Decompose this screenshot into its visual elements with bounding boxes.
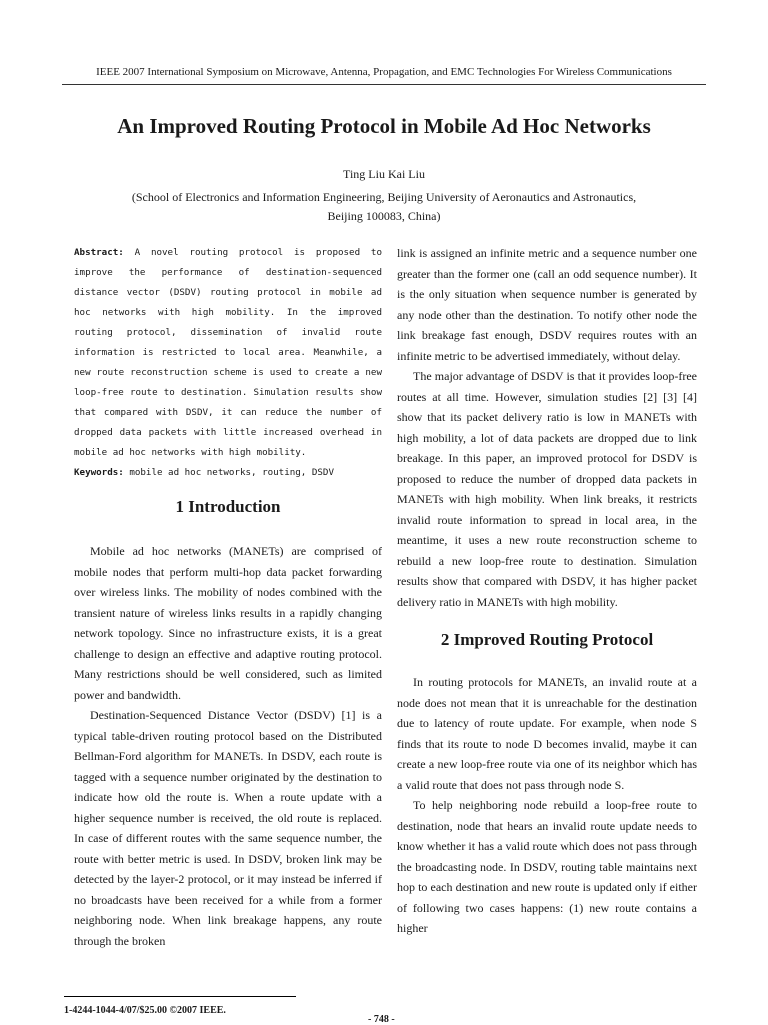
authors: Ting Liu Kai Liu xyxy=(343,167,425,181)
abstract-label: Abstract: xyxy=(74,247,124,258)
right-paragraph-1: link is assigned an infinite metric and a sequence number one greater than the former one (call an odd sequence number). It is the only situation when sequence number is generated by any node other than the destination. To notify other node the link breakage fast enough, DSDV requires routes with an infinite metric to be advertised immediately, without delay. xyxy=(397,246,697,363)
abstract xyxy=(74,243,382,463)
section-heading-improved-routing: 2 Improved Routing Protocol xyxy=(440,630,654,649)
intro-paragraph-1: Mobile ad hoc networks (MANETs) are comprised of mobile nodes that perform multi-hop data packet forwarding over wireless links. The mobility of nodes combined with the transient nature of wireless links results in a rapidly changing network topology. Since no infrastructure exists, it is a great challenge to design an effective and adaptive routing protocol. Many restrictions should be well considered, such as limited power and bandwidth. xyxy=(74,544,382,702)
section2-paragraph-1: In routing protocols for MANETs, an invalid route at a node does not mean that it is unreachable for the destination due to latency of route update. For example, when node S finds that its route to node D becomes invalid, maybe it can create a new loop-free route via one of its neighbor which has a valid route that does not pass through node S. xyxy=(397,675,697,792)
affiliation-line-1: (School of Electronics and Information Engineering, Beijing University of Aeronautics and Astronautics, xyxy=(131,190,637,204)
affiliation-line-2: Beijing 100083, China) xyxy=(327,209,441,223)
copyright-line: 1-4244-1044-4/07/$25.00 ©2007 IEEE. xyxy=(64,1005,226,1016)
page-number: - 748 - xyxy=(368,1014,395,1025)
right-paragraph-2: The major advantage of DSDV is that it provides loop-free routes at all time. However, simulation studies [2] [3] [4] show that its packet delivery ratio is low in MANETs with high mobility, a lot of data packets are dropped due to link breakage. In this paper, an improved protocol for DSDV is proposed to reduce the number of dropped data packets in MANETs with high mobility. When link breaks, it restricts invalid route information to spread in local area, in the meantime, it uses a new route reconstruction scheme to rebuild a new loop-free route to destination. Simulation results show that compared with DSDV, it has higher packet delivery ratio in MANETs with high mobility. xyxy=(397,369,697,609)
abstract-text: A novel routing protocol is proposed to improve the performance of destination-sequenced distance vector (DSDV) routing protocol in mobile ad hoc networks with high mobility. In the improved routing protocol, dissemination of invalid route information is restricted to local area. Meanwhile, a new route reconstruction scheme is used to create a new loop-free route to destination. Simulation results show that compared with DSDV, it can reduce the number of dropped data packets with little increased overhead in mobile ad hoc networks with high mobility. xyxy=(74,247,382,458)
footnote-rule xyxy=(64,996,296,997)
left-column xyxy=(74,243,382,951)
affiliation xyxy=(40,188,728,226)
running-header: IEEE 2007 International Symposium on Microwave, Antenna, Propagation, and EMC Technologies For Wireless Communications xyxy=(96,66,672,78)
keywords-text: mobile ad hoc networks, routing, DSDV xyxy=(123,467,334,478)
section2-paragraph-2: To help neighboring node rebuild a loop-free route to destination, node that hears an invalid route update needs to know whether it has a valid route which does not pass through the broadcasting node. In DSDV, routing table maintains next hop to each destination and new route is updated only if either of following two cases happens: (1) new route contains a higher xyxy=(397,798,697,935)
keywords xyxy=(74,463,382,483)
section-heading-introduction: 1 Introduction xyxy=(175,497,281,516)
keywords-label: Keywords: xyxy=(74,467,124,478)
paper-title: An Improved Routing Protocol in Mobile Ad Hoc Networks xyxy=(117,114,651,138)
right-column xyxy=(397,243,697,939)
header-rule xyxy=(62,84,706,85)
intro-paragraph-2: Destination-Sequenced Distance Vector (DSDV) [1] is a typical table-driven routing protocol based on the Distributed Bellman-Ford algorithm for MANETs. In DSDV, each route is tagged with a sequence number originated by the destination to indicate how old the route is. When a route update with a higher sequence number is received, the old route is replaced. In case of different routes with the same sequence number, the route with better metric is used. In DSDV, broken link may be detected by the layer-2 protocol, or it may instead be inferred if no broadcasts have been received for a while from a former neighboring node. When link breakage happens, any route through the broken xyxy=(74,708,382,948)
